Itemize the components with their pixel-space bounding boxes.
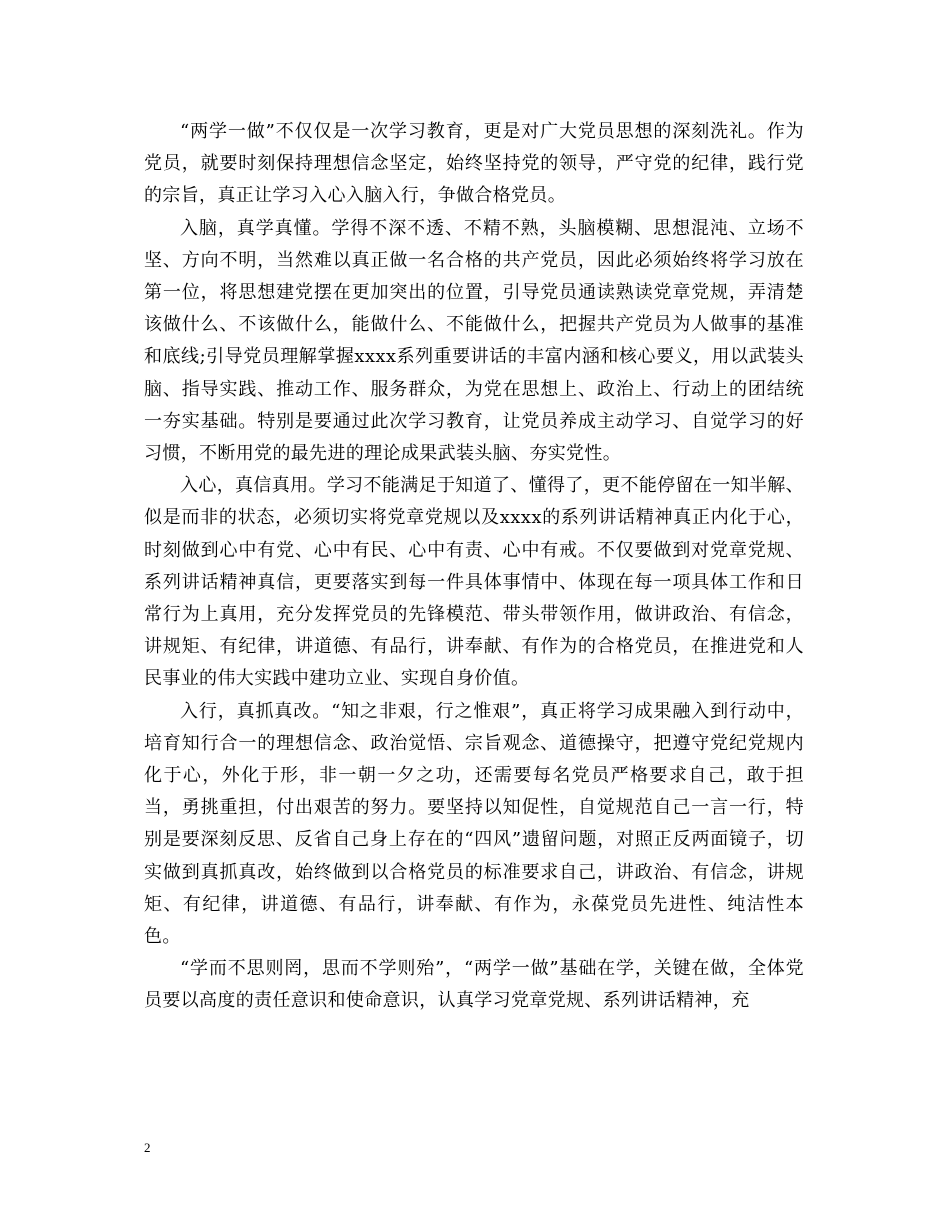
paragraph-into-heart: 入心，真信真用。学习不能满足于知道了、懂得了，更不能停留在一知半解、似是而非的状态，必须切实将党章党规以及xxxx的系列讲话精神真正内化于心，时刻做到心中有党、心中有民、心中有责、心中有戒。不仅要做到对党章党规、系列讲话精神真信，更要落实到每一件具体事情中、体现在每一项具体工作和日常行为上真用，充分发挥党员的先锋模范、带头带领作用，做讲政治、有信念，讲规矩、有纪律，讲道德、有品行，讲奉献、有作为的合格党员，在推进党和人民事业的伟大实践中建功立业、实现自身价值。	[144, 475, 804, 690]
paragraph-intro: “两学一做”不仅仅是一次学习教育，更是对广大党员思想的深刻洗礼。作为党员，就要时刻保持理想信念坚定，始终坚持党的领导，严守党的纪律，践行党的宗旨，真正让学习入心入脑入行，争做合格党员。	[144, 121, 804, 207]
paragraph-into-action: 入行，真抓真改。“知之非艰，行之惟艰”，真正将学习成果融入到行动中，培育知行合一的理想信念、政治觉悟、宗旨观念、道德操守，把遵守党纪党规内化于心，外化于形，非一朝一夕之功，还需要每名党员严格要求自己，敢于担当，勇挑重担，付出艰苦的努力。要坚持以知促性，自觉规范自己一言一行，特别是要深刻反思、反省自己身上存在的“四风”遗留问题，对照正反两面镜子，切实做到真抓真改，始终做到以合格党员的标准要求自己，讲政治、有信念，讲规矩、有纪律，讲道德、有品行，讲奉献、有作为，永葆党员先进性、纯洁性本色。	[144, 700, 804, 948]
document-body	[144, 116, 804, 1018]
page-number: 2	[144, 1140, 151, 1155]
paragraph-into-mind: 入脑，真学真懂。学得不深不透、不精不熟，头脑模糊、思想混沌、立场不坚、方向不明，当然难以真正做一名合格的共产党员，因此必须始终将学习放在第一位，将思想建党摆在更加突出的位置，引导党员通读熟读党章党规，弄清楚该做什么、不该做什么，能做什么、不能做什么，把握共产党员为人做事的基准和底线;引导党员理解掌握xxxx系列重要讲话的丰富内涵和核心要义，用以武装头脑、指导实践、推动工作、服务群众，为党在思想上、政治上、行动上的团结统一夯实基础。特别是要通过此次学习教育，让党员养成主动学习、自觉学习的好习惯，不断用党的最先进的理论成果武装头脑、夯实党性。	[144, 217, 804, 465]
paragraph-conclusion: “学而不思则罔，思而不学则殆”，“两学一做”基础在学，关键在做，全体党员要以高度的责任意识和使命意识，认真学习党章党规、系列讲话精神，充	[144, 958, 804, 1012]
